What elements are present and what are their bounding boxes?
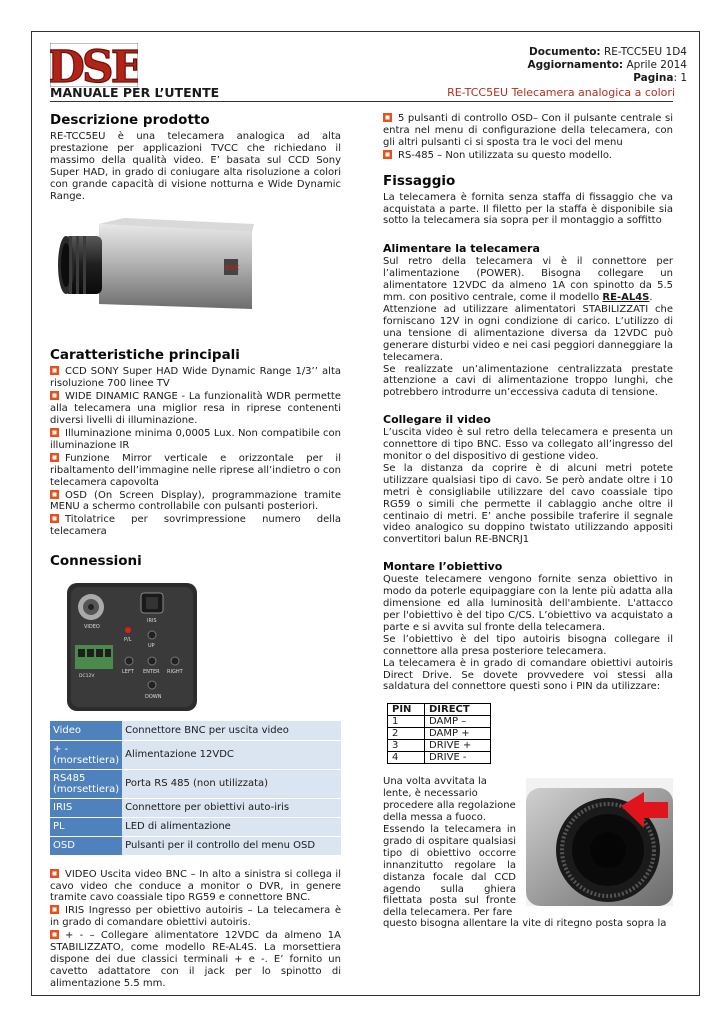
fix-title: Fissaggio xyxy=(383,172,456,189)
list-item: IRIS Ingresso per obiettivo autoiris – La telecamera è in grado di comandare obiettivi autoiris. xyxy=(50,905,341,929)
power-title: Alimentare la telecamera xyxy=(383,242,540,256)
doc-label: Documento: xyxy=(529,46,601,58)
left-column xyxy=(50,112,341,990)
features-title: Caratteristiche principali xyxy=(50,347,240,364)
svg-text:P/L: P/L xyxy=(124,637,132,644)
bullet-icon xyxy=(50,391,59,400)
table-header: PIN DIRECT xyxy=(388,704,491,716)
svg-text:ENTER: ENTER xyxy=(143,669,160,676)
power-warning: Attenzione ad utilizzare alimentatori STABILIZZATI che forniscano 12V in ogni condizione di carico. L’utilizzo di una tensione di alimentazione diversa da 12VDC può generare disturbi video e nei casi peggiori danneggiare la telecamera. xyxy=(383,303,673,363)
video-title: Collegare il video xyxy=(383,413,491,427)
svg-text:VIDEO: VIDEO xyxy=(84,624,100,631)
descr-title: Descrizione prodotto xyxy=(50,112,210,128)
connections-table xyxy=(50,721,341,856)
page-label: Pagina xyxy=(633,72,674,84)
table-row: IRIS Connettore per obiettivi auto-iris xyxy=(50,798,341,817)
manual-title: MANUALE PER L’UTENTE xyxy=(50,85,220,100)
svg-text:DSE: DSE xyxy=(50,43,138,87)
lens-title: Montare l’obiettivo xyxy=(383,560,503,574)
svg-text:IRIS: IRIS xyxy=(147,618,157,625)
lens-text-1: Queste telecamere vengono fornite senza obiettivo in modo da poterle equipaggiare con la lente più adatta alla dimensione ed alla luminosità dell'ambiente. L'attacco per l'obiettivo è del tipo C/CS. L’obiettivo va acquistato a parte e si avvita sul fronte della telecamera. xyxy=(383,574,673,633)
table-row: 1 DAMP – xyxy=(388,716,491,728)
bullet-icon xyxy=(50,453,59,462)
video-text-2: Se la distanza da coprire è di alcuni metri potete utilizzare qualsiasi tipo di cavo. Se però andate oltre i 10 metri è consigliabile utilizzare del cavo coassiale tipo RG59 o simili che permette il cablaggio anche oltre il centinaio di metri. E’ anche possibile traferire il segnale video analogico su doppino twistato utilizzando appositi convertitori balun RE-BNCRJ1 xyxy=(383,462,673,546)
connections-list-continued xyxy=(383,112,673,162)
rear-panel-photo xyxy=(67,583,197,711)
connections-list xyxy=(50,868,341,990)
bullet-icon xyxy=(50,869,59,878)
list-item: 5 pulsanti di controllo OSD– Con il pulsante centrale si entra nel menu di configurazione della telecamera, con gli altri pulsanti ci si sposta tra le voci del menu xyxy=(383,113,673,148)
right-column xyxy=(383,112,673,930)
pin-table xyxy=(387,703,491,764)
bullet-icon xyxy=(383,113,392,122)
doc-value: RE-TCC5EU 1D4 xyxy=(603,46,687,58)
bullet-icon xyxy=(50,428,59,437)
lens-text-3: La telecamera è in grado di comandare obiettivi autoiris Direct Drive. Se dovete provvedere voi stessi alla saldatura del connettore questi sono i PIN da utilizzare: xyxy=(383,657,673,693)
lens-text-6: questo bisogna allentare la vite di ritegno posta sopra la xyxy=(383,918,667,930)
bullet-icon xyxy=(383,150,392,159)
table-row: RS485 (morsettiera) Porta RS 485 (non utilizzata) xyxy=(50,769,341,798)
list-item: Titolatrice per sovrimpressione numero della telecamera xyxy=(50,514,341,538)
descr-text: RE-TCC5EU è una telecamera analogica ad alta prestazione per applicazioni TVCC che richiedano il massimo della qualità video. E’ basata sul CCD Sony Super HAD, in grado di coniugare alta risoluzione a colori con grande capacità di visione notturna e Wide Dynamic Range. xyxy=(50,131,341,202)
list-item: WIDE DINAMIC RANGE - La funzionalità WDR permette alla telecamera una miglior resa in riprese contenenti diversi livelli di illuminazione. xyxy=(50,391,341,427)
list-item: RS-485 – Non utilizzata su questo modello. xyxy=(383,149,673,162)
bullet-icon xyxy=(50,930,59,939)
doc-info xyxy=(527,46,687,85)
table-row: + - (morsettiera) Alimentazione 12VDC xyxy=(50,740,341,769)
svg-text:LEFT: LEFT xyxy=(122,669,134,676)
update-label: Aggiornamento: xyxy=(527,59,624,71)
list-item: + - – Collegare alimentatore 12VDC da almeno 1A STABILIZZATO, come modello RE-AL4S. La morsettiera dispone dei due classici terminali + e -. E’ fornito un cavetto adattatore con il jack per lo spinotto di alimentazione 5.5 mm. xyxy=(50,930,341,989)
lens-ring-photo xyxy=(526,778,673,906)
header-rule xyxy=(50,101,673,102)
list-item: Funzione Mirror verticale e orizzontale per il ribaltamento dell’immagine nelle riprese all’indietro o con telecamera capovolta xyxy=(50,452,341,488)
re-al4s-link[interactable]: RE-AL4S xyxy=(602,292,650,304)
list-item: OSD (On Screen Display), programmazione tramite MENU a schermo controllabile con pulsanti posteriori. xyxy=(50,489,341,513)
svg-text:DOWN: DOWN xyxy=(145,694,162,701)
bullet-icon xyxy=(50,490,59,499)
lens-focus-text: Una volta avvitata la lente, è necessario procedere alla regolazione della messa a fuoco. Essendo la telecamera in grado di ospitare qualsiasi tipo di obiettivo occorre innanzitutto regolare la distanza focale dal CCD agendo sulla ghiera filettata posta sul fronte della telecamera. Per fare xyxy=(383,776,516,919)
camera-photo xyxy=(54,214,259,314)
lens-focus-block xyxy=(383,776,673,928)
lens-text-2: Se l’obiettivo è del tipo autoiris bisogna collegare il connettore alla presa posteriore telecamera. xyxy=(383,633,673,657)
product-line: RE-TCC5EU Telecamera analogica a colori xyxy=(447,86,675,99)
video-text-1: L’uscita video è sul retro della telecamera e presenta un connettore di tipo BNC. Esso va collegato all’ingresso del monitor o del dispositivo di gestione video. xyxy=(383,427,673,463)
features-list xyxy=(50,365,341,538)
table-row: 3 DRIVE + xyxy=(388,740,491,752)
list-item: Illuminazione minima 0,0005 Lux. Non compatibile con illuminazione IR xyxy=(50,427,341,451)
list-item: VIDEO Uscita video BNC – In alto a sinistra si collega il cavo video che conduce a monitor o DVR, in genere tramite cavo coassiale tipo RG59 e connettore BNC. xyxy=(50,868,341,904)
dse-logo xyxy=(50,43,138,87)
svg-text:DSE: DSE xyxy=(225,265,240,273)
table-row: 4 DRIVE - xyxy=(388,752,491,764)
connections-title: Connessioni xyxy=(50,553,142,570)
table-row: 2 DAMP + xyxy=(388,728,491,740)
bullet-icon xyxy=(50,366,59,375)
page-value: : 1 xyxy=(673,72,687,84)
update-value: Aprile 2014 xyxy=(626,59,687,71)
table-row: PL LED di alimentazione xyxy=(50,817,341,836)
svg-text:UP: UP xyxy=(148,643,155,650)
bullet-icon xyxy=(50,514,59,523)
svg-text:DC12V: DC12V xyxy=(79,674,95,680)
fix-text: La telecamera è fornita senza staffa di fissaggio che va acquistata a parte. Il filetto per la staffa è disponibile sia sotto la telecamera sia sopra per il montaggio a soffitto xyxy=(383,191,673,227)
list-item: CCD SONY Super HAD Wide Dynamic Range 1/3’’ alta risoluzione 700 linee TV xyxy=(50,366,341,390)
table-row: Video Connettore BNC per uscita video xyxy=(50,721,341,740)
bullet-icon xyxy=(50,905,59,914)
svg-text:RIGHT: RIGHT xyxy=(167,669,183,676)
table-row: OSD Pulsanti per il controllo del menu OSD xyxy=(50,836,341,855)
power-note: Se realizzate un’alimentazione centralizzata prestate attenzione a cavi di alimentazione troppo lunghi, che potrebbero introdurre un’eccessiva caduta di tensione. xyxy=(383,363,673,399)
power-text: Sul retro della telecamera vi è il connettore per l’alimentazione (POWER). Bisogna collegare un alimentatore 12VDC da almeno 1A con spinotto da 5.5 mm. con positivo centrale, come il modello RE-AL4S. xyxy=(383,256,673,304)
